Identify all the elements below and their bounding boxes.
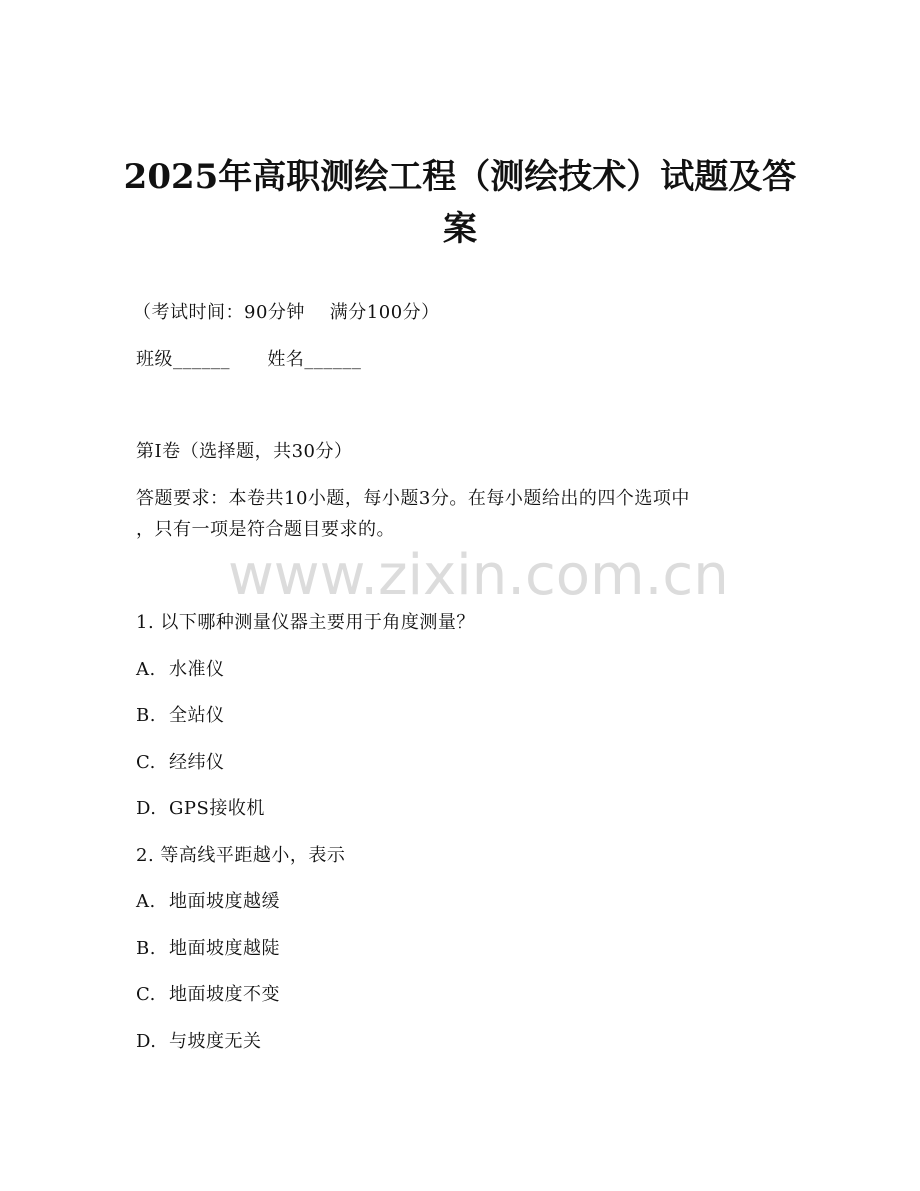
option-letter: B. (136, 938, 156, 959)
class-name-fields: 班级______ 姓名______ (136, 349, 362, 370)
option-letter: D. (136, 1031, 157, 1052)
instructions-line2: ，只有一项是符合题目要求的。 (136, 519, 395, 540)
option-letter: A. (136, 891, 156, 912)
option-letter: B. (136, 705, 156, 726)
option-item (136, 893, 280, 911)
option-letter: C. (136, 984, 156, 1005)
watermark: www.zixin.com.cn (228, 543, 729, 608)
option-text: 地面坡度越陡 (169, 938, 280, 959)
option-item (136, 986, 280, 1004)
option-text: 与坡度无关 (169, 1031, 262, 1052)
option-letter: C. (136, 752, 156, 773)
instructions-line1: 答题要求：本卷共10小题，每小题3分。在每小题给出的四个选项中 (136, 488, 690, 509)
question-stem: 2. 等高线平距越小，表示 (136, 845, 346, 866)
option-text: 地面坡度不变 (169, 984, 280, 1005)
option-text: 经纬仪 (169, 752, 225, 773)
option-text: 全站仪 (169, 705, 225, 726)
document-title-line1: 2025年高职测绘工程（测绘技术）试题及答 (123, 157, 797, 197)
option-item (136, 754, 225, 772)
option-text: GPS接收机 (169, 798, 265, 819)
question-stem: 1. 以下哪种测量仪器主要用于角度测量？ (136, 612, 475, 633)
section-heading: 第I卷（选择题，共30分） (136, 441, 353, 462)
option-letter: D. (136, 798, 157, 819)
document-title-line2: 案 (443, 209, 477, 249)
option-item (136, 800, 265, 818)
exam-info: （考试时间：90分钟 满分100分） (133, 302, 440, 323)
option-item (136, 661, 225, 679)
option-text: 水准仪 (169, 659, 225, 680)
option-item (136, 1033, 262, 1051)
option-item (136, 940, 280, 958)
option-letter: A. (136, 659, 156, 680)
option-item (136, 707, 225, 725)
option-text: 地面坡度越缓 (169, 891, 280, 912)
